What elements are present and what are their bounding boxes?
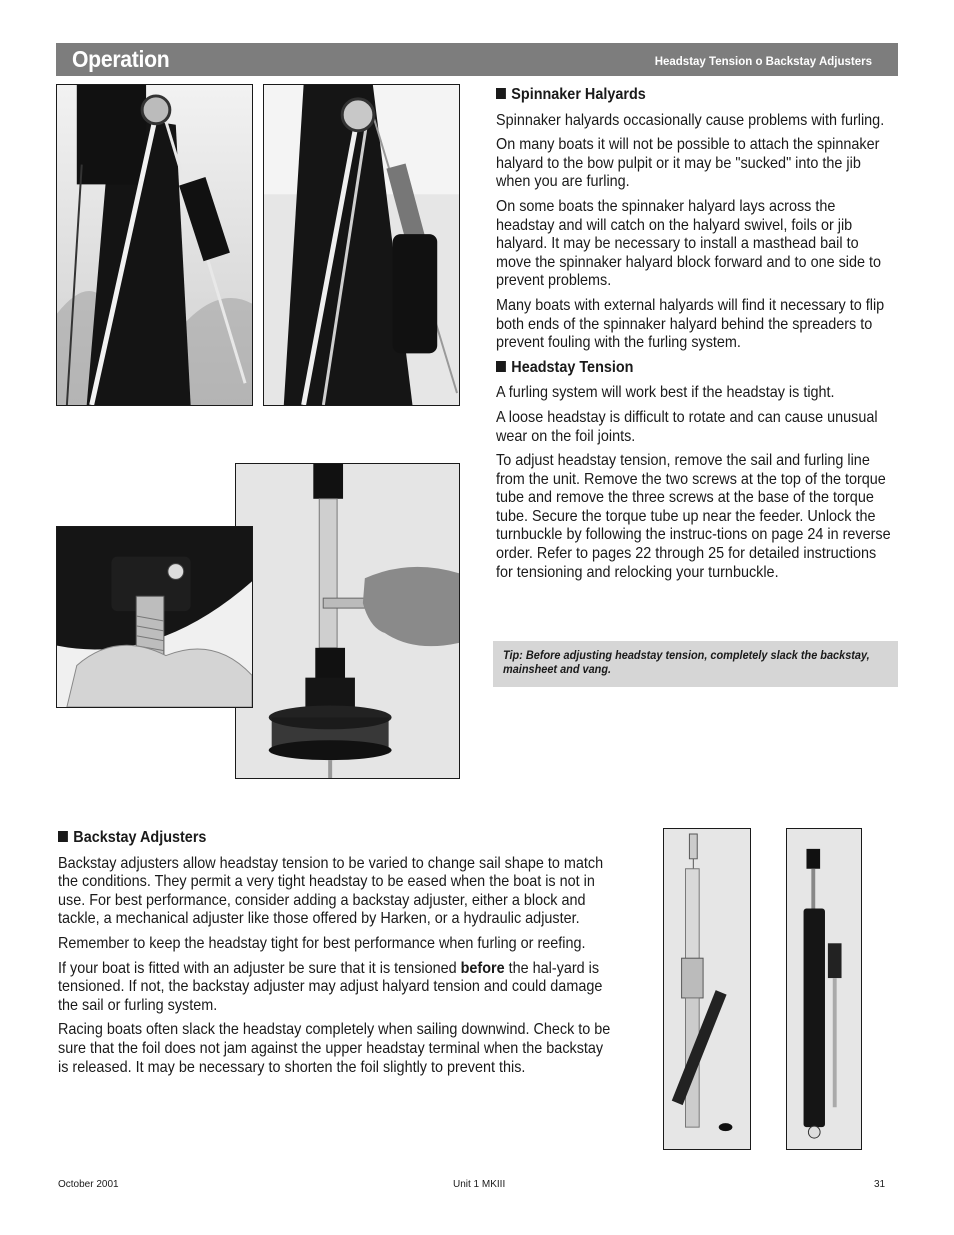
square-bullet-icon — [58, 831, 68, 842]
section-title: Operation — [72, 46, 170, 72]
backstay-paragraph-1: Backstay adjusters allow headstay tension to be varied to change sail shape to match the conditions. They permit a very tight headstay to be eased when the boat is not in use. For best performance, consider adding a backstay adjuster, either a block and tackle, a mechanical adjuster like those offered by Harken, or a hydraulic adjuster. — [58, 854, 604, 928]
square-bullet-icon — [496, 361, 506, 372]
tip-text: Tip: Before adjusting headstay tension, completely slack the backstay, mainsheet and vang. — [503, 650, 870, 676]
right-column-text — [496, 86, 896, 588]
turnbuckle-closeup-photo — [56, 526, 253, 708]
hydraulic-adjuster-photo — [786, 828, 862, 1150]
backstay-paragraph-4: Racing boats often slack the headstay completely when sailing downwind. Check to be sure that the foil does not jam against the upper headstay terminal when the backstay is released. It may be necessary to shorten the foil slightly to prevent this. — [58, 1021, 611, 1076]
headstay-paragraph-1: A furling system will work best if the headstay is tight. — [496, 384, 835, 402]
spinnaker-paragraph-3: On some boats the spinnaker halyard lays across the headstay and will catch on the halyard swivel, foils or jib halyard. It may be necessary to install a masthead bail to move the spinnaker halyard block forward and to one side to prevent problems. — [496, 197, 882, 290]
emphasis-before: before — [460, 959, 505, 977]
backstay-heading: Backstay Adjusters — [58, 829, 616, 848]
mast-halyard-block-photo — [263, 84, 460, 406]
square-bullet-icon — [496, 88, 506, 99]
backstay-paragraph-3: If your boat is fitted with an adjuster be sure that it is tensioned before the hal-yard is tensioned. If not, the backstay adjuster may adjust halyard tension and could damage the sail or furling system. — [58, 959, 603, 1014]
footer-page-number: 31 — [874, 1179, 886, 1190]
torque-tube-feeder-photo — [235, 463, 460, 779]
headstay-paragraph-3: To adjust headstay tension, remove the sail and furling line from the unit. Remove the two screws at the top of the torque tube and remove the three screws at the base of the torque tube. Secure the torque tube up near the feeder. Unlock the turnbuckle by following the instruc-tions on page 24 in reverse order. Refer to pages 22 through 25 for detailed instructions for tensioning and relocking your turnbuckle. — [496, 452, 891, 581]
spinnaker-heading: Spinnaker Halyards — [496, 86, 896, 105]
footer-date: October 2001 — [58, 1179, 119, 1190]
spinnaker-paragraph-4: Many boats with external halyards will find it necessary to flip both ends of the spinnaker halyard behind the spreaders to prevent fouling with the furling system. — [496, 296, 885, 352]
backstay-column-text — [58, 829, 616, 1083]
mast-furling-photo — [56, 84, 253, 406]
backstay-paragraph-2: Remember to keep the headstay tight for best performance when furling or reefing. — [58, 934, 586, 952]
spinnaker-paragraph-2: On many boats it will not be possible to attach the spinnaker halyard to the bow pulpit or it may be "sucked" into the jib when you are furling. — [496, 136, 880, 191]
headstay-heading: Headstay Tension — [496, 359, 896, 378]
section-header-bar — [56, 43, 898, 76]
section-subtitle: Headstay Tension o Backstay Adjusters — [654, 56, 872, 68]
backstay-adjuster-handle-photo — [663, 828, 751, 1150]
tip-box — [493, 641, 898, 687]
footer-unit: Unit 1 MKIII — [453, 1179, 506, 1190]
spinnaker-paragraph-1: Spinnaker halyards occasionally cause problems with furling. — [496, 111, 885, 129]
headstay-paragraph-2: A loose headstay is difficult to rotate and can cause unusual wear on the foil joints. — [496, 408, 878, 445]
